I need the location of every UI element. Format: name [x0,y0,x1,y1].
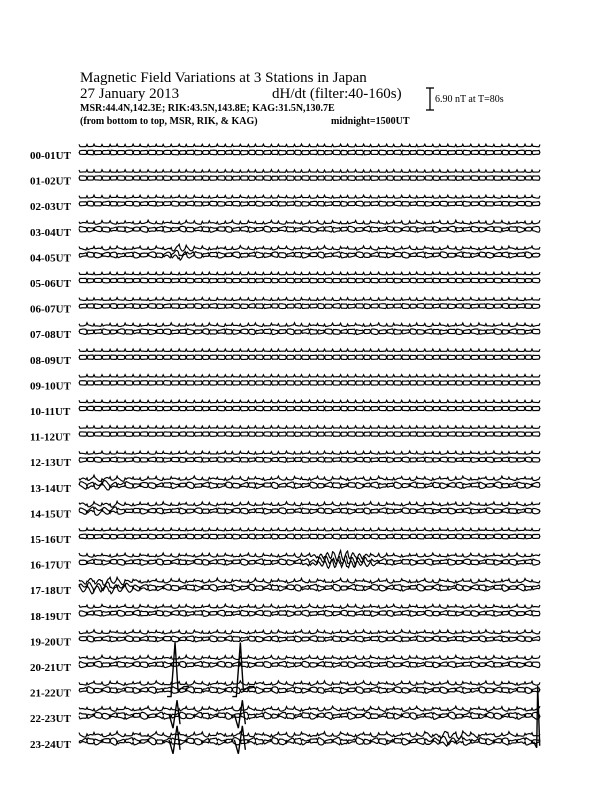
hour-label: 06-07UT [30,303,71,316]
hour-row [30,655,540,674]
spike-trace [234,726,245,754]
hour-label: 12-13UT [30,457,71,470]
scale-bar [426,88,434,110]
station-trace [79,577,540,585]
station-trace [79,630,540,634]
hour-label: 02-03UT [30,201,71,214]
hour-row [30,551,540,572]
station-trace [79,400,540,403]
hour-row [30,577,540,597]
station-trace [79,349,540,352]
scale-bar-label: 6.90 nT at T=80s [435,94,504,105]
station-trace [79,551,540,561]
station-trace [79,272,540,275]
station-trace [79,528,540,531]
hour-label: 10-11UT [30,406,71,418]
chart-date: 27 January 2013 [80,86,180,102]
hour-row [30,375,540,393]
trace-order-note: (from bottom to top, MSR, RIK, & KAG) [80,116,258,127]
station-trace [79,536,540,539]
hour-label: 17-18UT [30,585,71,598]
end-spike-trace [534,686,540,748]
hour-row [30,451,540,469]
hour-label: 03-04UT [30,226,71,239]
hour-row [30,643,540,700]
hour-label: 16-17UT [30,559,71,572]
hour-label: 00-01UT [30,150,71,162]
hour-label: 21-22UT [30,687,71,700]
spike-trace [232,643,254,697]
hour-row [30,400,540,418]
hour-row [30,528,540,546]
hour-row [30,426,540,444]
hour-row [30,220,540,239]
station-trace [79,459,540,462]
station-trace [79,203,540,206]
station-trace [79,408,540,411]
hour-row [30,323,540,341]
station-trace [79,375,540,378]
hour-label: 05-06UT [30,278,71,290]
station-trace [79,144,540,147]
hour-row [30,604,540,623]
station-trace [79,731,540,739]
hour-label: 11-12UT [30,431,71,444]
station-trace [79,323,540,327]
station-trace [79,170,540,173]
hour-row [30,244,540,264]
station-trace [79,244,540,251]
hour-row [30,501,540,520]
hour-row [30,630,540,649]
hour-label: 20-21UT [30,662,71,674]
station-trace [79,501,540,507]
station-trace [79,451,540,454]
hour-label: 22-23UT [30,713,71,726]
hour-label: 19-20UT [30,636,71,649]
station-trace [79,426,540,429]
chart-quantity: dH/dt (filter:40-160s) [272,86,402,102]
station-trace [79,178,540,181]
hour-row [30,272,540,290]
station-trace [79,655,540,659]
station-trace [79,706,540,711]
station-trace [79,280,540,283]
hour-label: 15-16UT [30,534,71,546]
hour-row [30,297,540,315]
hour-label: 04-05UT [30,252,71,265]
midnight-note: midnight=1500UT [331,116,410,127]
hour-row [30,349,540,367]
hour-label: 09-10UT [30,380,71,393]
station-trace [79,297,540,300]
hour-label: 07-08UT [30,329,71,342]
hour-label: 23-24UT [30,738,71,751]
hour-label: 13-14UT [30,482,71,495]
station-trace [79,663,540,667]
hour-row [30,195,540,213]
station-trace [79,604,540,608]
hour-row [30,170,540,188]
hour-row [30,144,540,162]
station-trace [79,195,540,198]
station-trace [79,383,540,386]
chart-title: Magnetic Field Variations at 3 Stations in Japan [80,70,367,86]
hour-label: 14-15UT [30,508,71,521]
station-trace [79,681,540,686]
station-trace [79,357,540,360]
station-trace [79,475,540,481]
hour-label: 18-19UT [30,610,71,623]
station-trace [79,612,540,616]
station-trace [79,220,540,224]
hour-label: 01-02UT [30,175,71,188]
station-trace [79,228,540,232]
hour-row [30,475,540,495]
hour-row [30,700,540,728]
station-coordinates: MSR:44.4N,142.3E; RIK:43.5N,143.8E; KAG:31.5N,130.7E [80,103,335,114]
hour-row [30,686,540,754]
station-trace [79,152,540,155]
station-trace [79,434,540,437]
hour-label: 08-09UT [30,354,71,367]
